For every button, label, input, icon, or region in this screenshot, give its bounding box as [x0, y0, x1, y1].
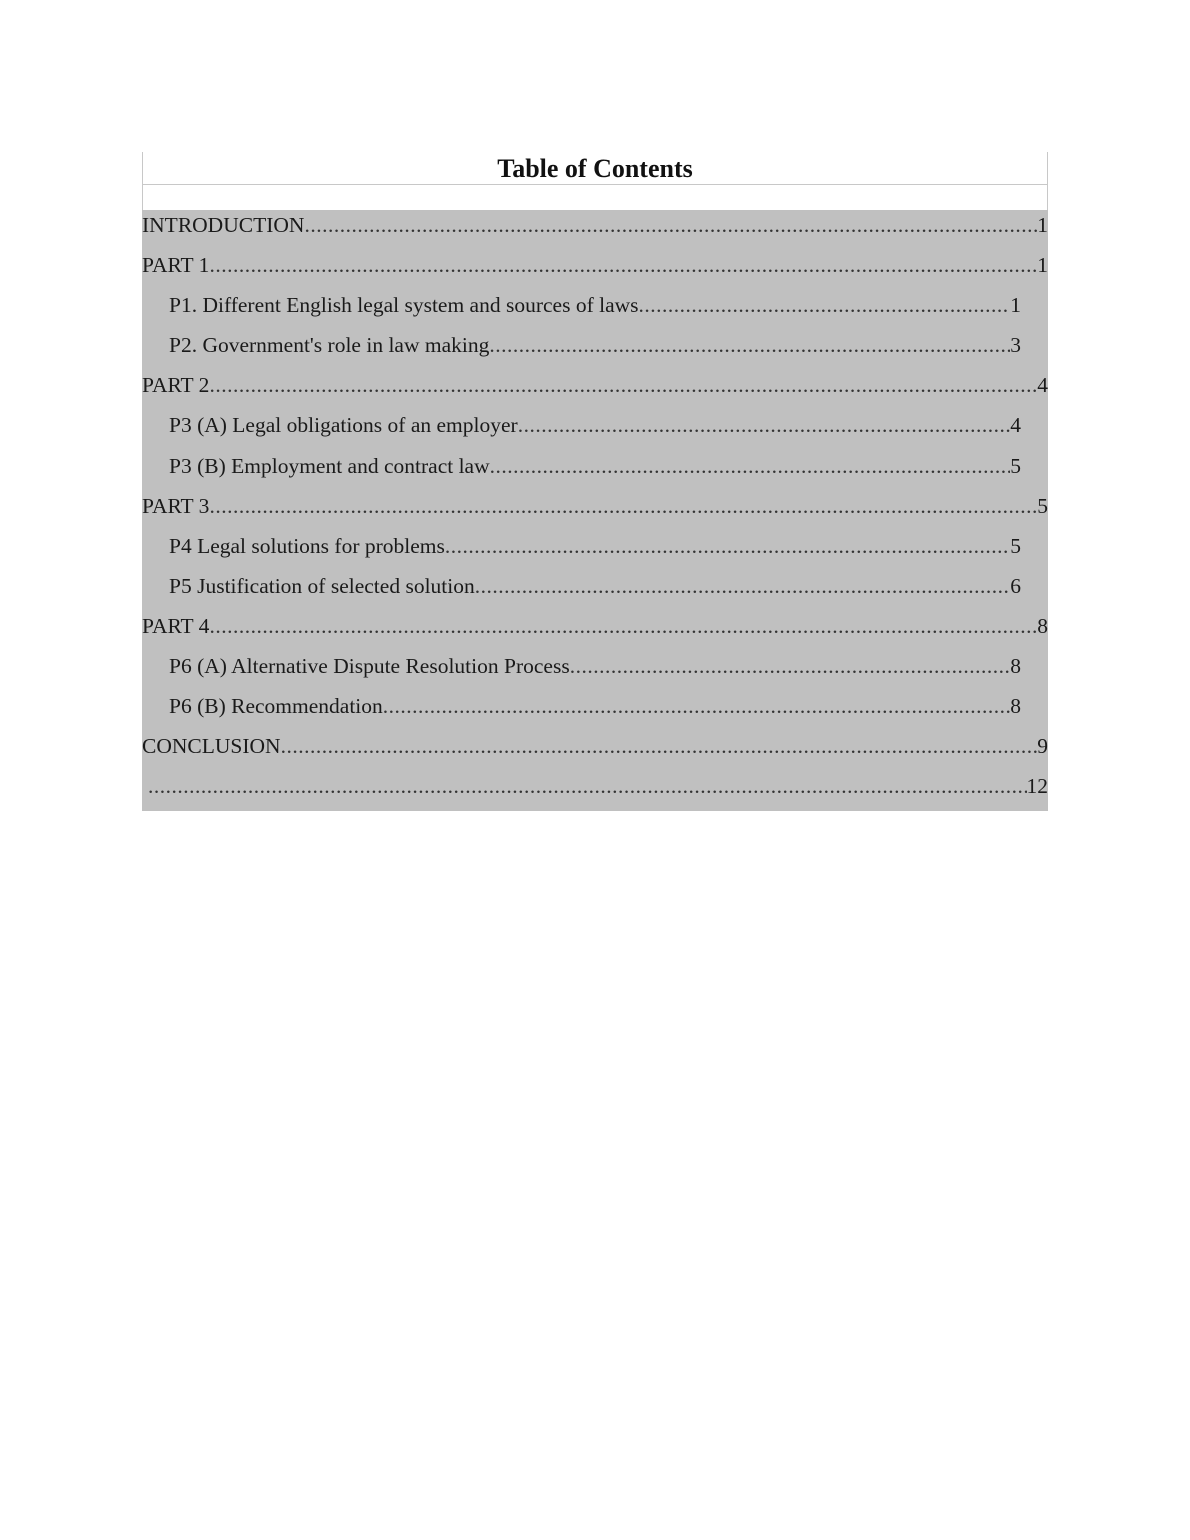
dot-leader [639, 290, 1011, 320]
toc-entry-p3a[interactable] [142, 410, 1048, 450]
toc-title: Table of Contents [497, 154, 693, 183]
toc-entry-conclusion[interactable] [142, 731, 1048, 771]
toc-entry-label: PART 4 [142, 613, 210, 638]
toc-entry-page: 4 [1010, 413, 1021, 438]
toc-entry-page: 9 [1037, 734, 1048, 759]
toc-entry-label: P4 Legal solutions for problems [169, 533, 445, 558]
toc-entry-part-3[interactable] [142, 491, 1048, 531]
dot-leader [570, 651, 1011, 681]
toc-header-rule [143, 184, 1047, 185]
toc-entry-page: 1 [1037, 253, 1048, 278]
dot-leader [383, 691, 1010, 721]
toc-entry-introduction[interactable] [142, 210, 1048, 250]
toc-entry-label: PART 1 [142, 253, 210, 278]
dot-leader [148, 771, 1027, 801]
toc-entry-p6b[interactable] [142, 691, 1048, 731]
toc-entry-page: 5 [1037, 493, 1048, 518]
toc-entry-label: CONCLUSION [142, 734, 281, 759]
dot-leader [281, 731, 1038, 761]
dot-leader [209, 370, 1037, 400]
toc-entry-page: 1 [1037, 213, 1048, 237]
toc-entry-label: P3 (B) Employment and contract law [169, 453, 490, 478]
dot-leader [209, 491, 1037, 521]
toc-entry-label: PART 2 [142, 373, 210, 398]
dot-leader [445, 531, 1010, 561]
toc-entry-unlabeled[interactable] [142, 771, 1048, 811]
toc-entry-label: P6 (A) Alternative Dispute Resolution Process [169, 654, 570, 679]
toc-entry-label: INTRODUCTION [142, 213, 305, 237]
dot-leader [304, 210, 1037, 240]
table-of-contents [142, 152, 1048, 811]
toc-entry-page: 5 [1010, 453, 1021, 478]
toc-header [142, 152, 1048, 210]
dot-leader [490, 451, 1011, 481]
toc-index-field [142, 210, 1048, 811]
dot-leader [209, 250, 1037, 280]
toc-entry-page: 8 [1010, 694, 1021, 719]
toc-entry-p6a[interactable] [142, 651, 1048, 691]
toc-entry-label: P2. Government's role in law making [169, 333, 490, 358]
toc-entry-label: PART 3 [142, 493, 210, 518]
dot-leader [209, 611, 1037, 641]
toc-entry-p1[interactable] [142, 290, 1048, 330]
toc-entry-p4[interactable] [142, 531, 1048, 571]
toc-entry-page: 3 [1010, 333, 1021, 358]
dot-leader [518, 410, 1011, 440]
toc-entry-p5[interactable] [142, 571, 1048, 611]
toc-entry-page: 1 [1010, 293, 1021, 318]
toc-entry-page: 8 [1010, 654, 1021, 679]
toc-entry-page: 4 [1037, 373, 1048, 398]
toc-entry-label: P6 (B) Recommendation [169, 694, 383, 719]
toc-entry-part-4[interactable] [142, 611, 1048, 651]
dot-leader [475, 571, 1011, 601]
toc-entry-page: 6 [1010, 573, 1021, 598]
toc-entry-p3b[interactable] [142, 451, 1048, 491]
toc-entry-p2[interactable] [142, 330, 1048, 370]
toc-entry-page: 8 [1037, 613, 1048, 638]
toc-entry-part-2[interactable] [142, 370, 1048, 410]
toc-entry-label: P1. Different English legal system and sources of laws [169, 293, 639, 318]
toc-entry-page: 12 [1026, 774, 1048, 799]
toc-entry-label: P3 (A) Legal obligations of an employer [169, 413, 518, 438]
toc-entry-label: P5 Justification of selected solution [169, 573, 475, 598]
dot-leader [489, 330, 1010, 360]
toc-entry-part-1[interactable] [142, 250, 1048, 290]
toc-entry-page: 5 [1010, 533, 1021, 558]
